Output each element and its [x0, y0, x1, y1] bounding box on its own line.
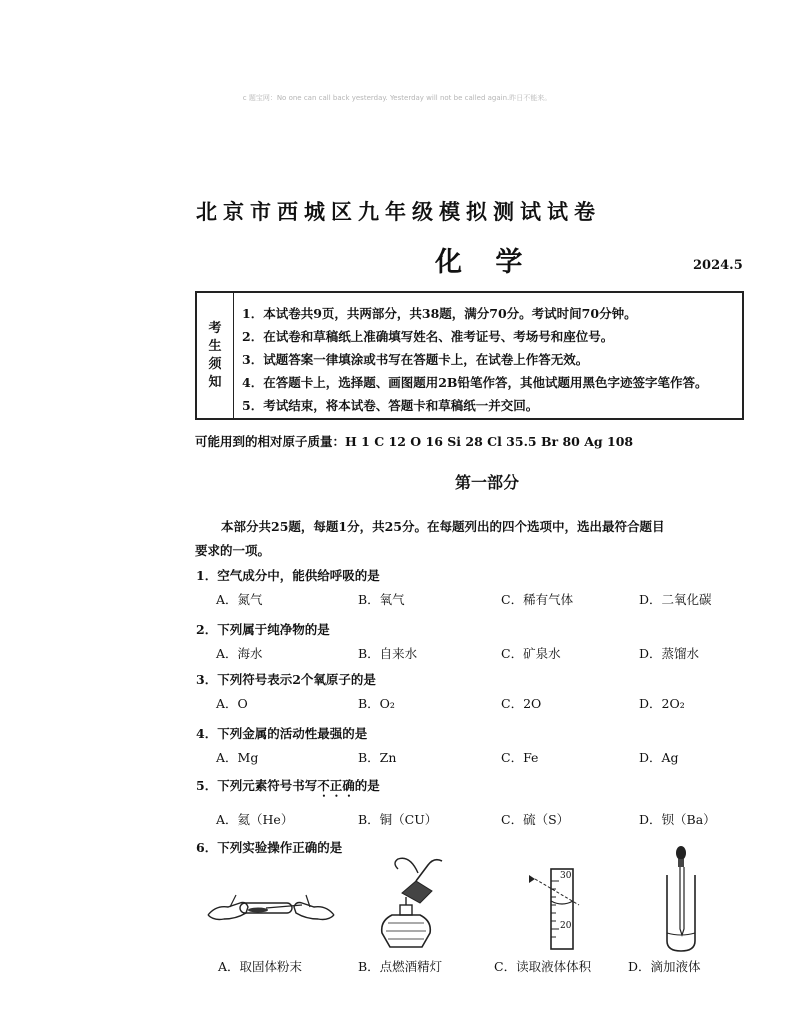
intro-line: 要求的一项。 — [195, 543, 271, 558]
part-title: 第一部分 — [454, 473, 519, 492]
notice-label-char: 知 — [208, 374, 222, 390]
option-d[interactable]: D．蒸馏水 — [639, 646, 700, 661]
option-c[interactable]: C．硫（S） — [501, 812, 570, 827]
section-intro — [195, 515, 735, 563]
option-a[interactable]: A．O — [216, 696, 248, 711]
option-a[interactable]: A．氮气 — [216, 592, 263, 607]
option-a[interactable]: A．海水 — [216, 646, 263, 661]
option-c[interactable]: C．矿泉水 — [501, 646, 561, 661]
option-c[interactable]: C．Fe — [501, 750, 539, 765]
options-row — [196, 644, 756, 666]
figure-a[interactable] — [206, 885, 336, 935]
question-stem: 2．下列属于纯净物的是 — [196, 622, 330, 637]
notice-label — [197, 293, 234, 418]
watermark: c 题宝网：No one can call back yesterday. Yesterday will not be called again.昨日不能来。 — [242, 94, 552, 102]
notice-items — [234, 293, 742, 418]
question-stem-part: 5．下列元素符号书写 — [196, 778, 318, 793]
option-b[interactable]: B．自来水 — [358, 646, 418, 661]
atomic-masses: 可能用到的相对原子质量：H 1 C 12 O 16 Si 28 Cl 35.5 Br 80 Ag 108 — [195, 434, 634, 449]
option-c[interactable]: C．2O — [501, 696, 542, 711]
intro-line: 本部分共25题，每题1分，共25分。在每题列出的四个选项中，选出最符合题目 — [221, 519, 665, 534]
question-stem — [196, 776, 756, 800]
question-5 — [196, 776, 756, 832]
notice-item: 2．在试卷和草稿纸上准确填写姓名、准考证号、考场号和座位号。 — [242, 329, 614, 344]
powder-tube-illustration-icon — [206, 885, 336, 935]
question-4 — [196, 724, 756, 770]
option-d[interactable]: D．2O₂ — [639, 696, 685, 711]
notice-item: 5．考试结束，将本试卷、答题卡和草稿纸一并交回。 — [242, 398, 539, 413]
option-a[interactable]: A．Mg — [216, 750, 259, 765]
notice-box — [195, 291, 744, 420]
question-2 — [196, 620, 756, 666]
option-b[interactable]: B．Zn — [358, 750, 397, 765]
option-a[interactable]: A．氦（He） — [216, 812, 294, 827]
question-6-figures — [196, 845, 756, 975]
option-b[interactable]: B．O₂ — [358, 696, 395, 711]
question-stem: 3．下列符号表示2个氧原子的是 — [196, 672, 376, 687]
question-3 — [196, 670, 756, 716]
option-b[interactable]: B．铜（CU） — [358, 812, 438, 827]
figure-label-a: A．取固体粉末 — [218, 959, 303, 974]
dropper-test-tube-illustration-icon — [661, 845, 701, 955]
alcohol-lamp-illustration-icon — [376, 851, 446, 951]
question-stem: 6．下列实验操作正确的是 — [196, 840, 343, 855]
options-row — [196, 590, 756, 612]
question-1 — [196, 566, 756, 612]
question-stem-part: 的是 — [354, 778, 380, 793]
options-row — [196, 748, 756, 770]
figure-label-c: C．读取液体体积 — [494, 959, 592, 974]
subject-title: 化 学 — [435, 247, 535, 278]
question-stem: 1．空气成分中，能供给呼吸的是 — [196, 568, 380, 583]
figure-d[interactable] — [661, 845, 701, 955]
cylinder-tick-label: 30 — [560, 871, 572, 881]
notice-item: 4．在答题卡上，选择题、画图题用2B铅笔作答，其他试题用黑色字迹签字笔作答。 — [242, 375, 708, 390]
figure-b[interactable] — [376, 851, 446, 951]
cylinder-tick-label: 20 — [560, 921, 572, 931]
exam-title: 北京市西城区九年级模拟测试试卷 — [196, 199, 601, 224]
question-stem-emphasis: 不正确 — [317, 778, 355, 793]
notice-item: 1．本试卷共9页，共两部分，共38题，满分70分。考试时间70分钟。 — [242, 306, 637, 321]
exam-date: 2024.5 — [693, 258, 743, 273]
options-row — [196, 694, 756, 716]
figure-label-d: D．滴加液体 — [628, 959, 701, 974]
option-d[interactable]: D．钡（Ba） — [639, 812, 716, 827]
figure-c[interactable] — [521, 867, 581, 951]
notice-label-char: 生 — [208, 338, 222, 354]
figure-label-b: B．点燃酒精灯 — [358, 959, 443, 974]
option-d[interactable]: D．Ag — [639, 750, 679, 765]
option-b[interactable]: B．氧气 — [358, 592, 405, 607]
notice-label-char: 考 — [208, 320, 222, 336]
option-c[interactable]: C．稀有气体 — [501, 592, 574, 607]
question-stem: 4．下列金属的活动性最强的是 — [196, 726, 368, 741]
notice-item: 3．试题答案一律填涂或书写在答题卡上，在试卷上作答无效。 — [242, 352, 589, 367]
option-d[interactable]: D．二氧化碳 — [639, 592, 712, 607]
graduated-cylinder-illustration-icon — [521, 867, 581, 951]
options-row — [196, 810, 756, 832]
notice-label-char: 须 — [208, 356, 222, 372]
